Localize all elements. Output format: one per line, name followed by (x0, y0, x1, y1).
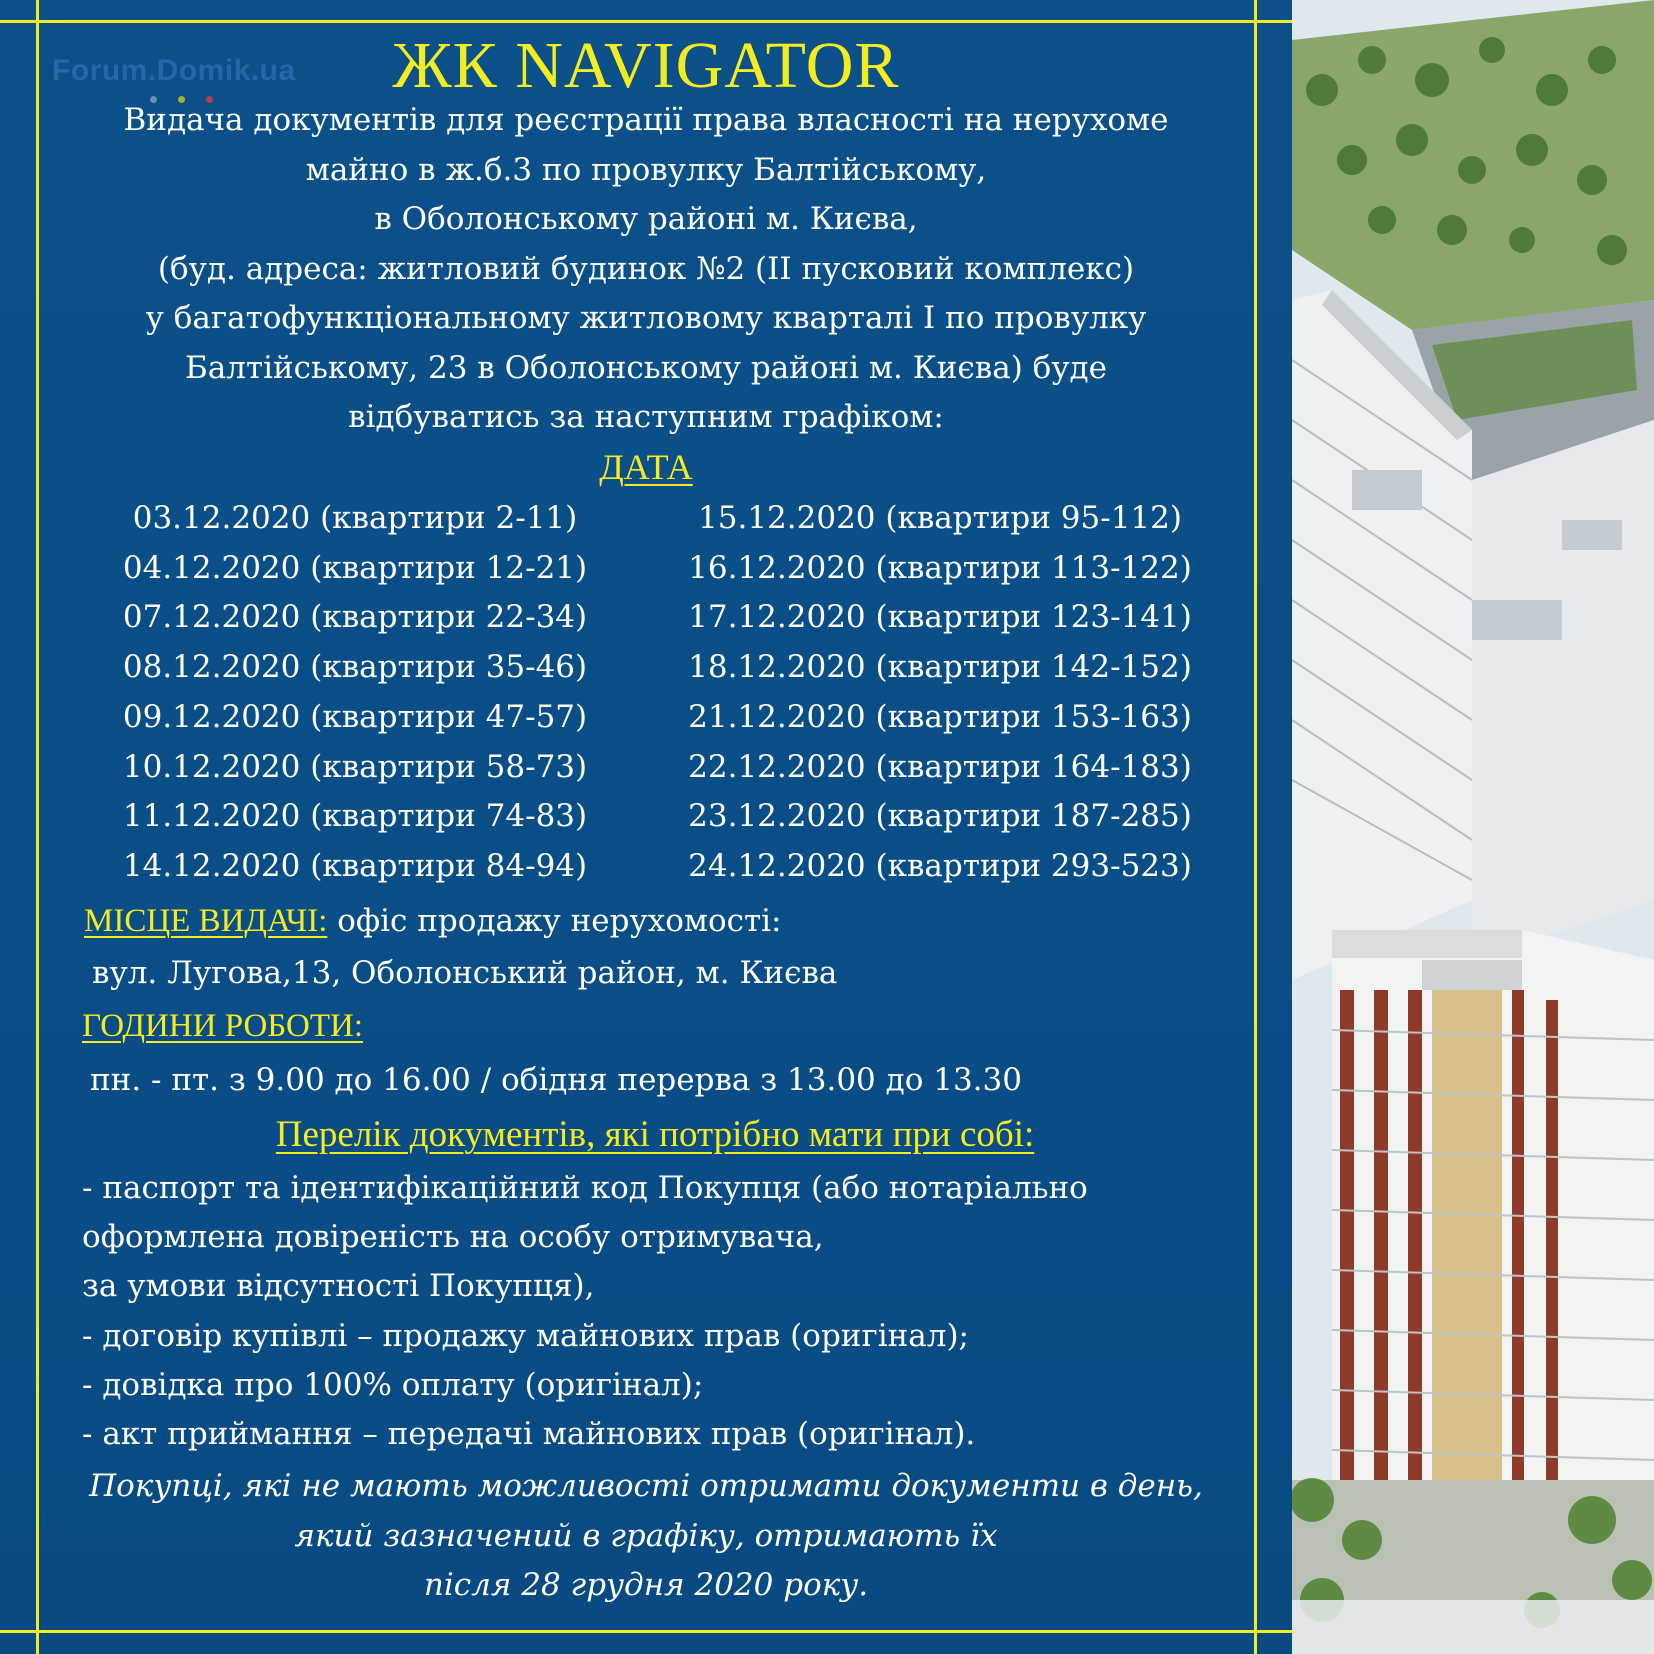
note-line: Покупці, які не мають можливості отримати документи в день, (89, 1468, 1203, 1504)
documents-list (82, 1164, 1088, 1459)
place-text: офіс продажу нерухомості: (327, 903, 782, 939)
schedule-row: 24.12.2020 (квартири 293-523) (688, 847, 1192, 884)
schedule-row: 04.12.2020 (квартири 12-21) (122, 549, 588, 586)
schedule-row: 11.12.2020 (квартири 74-83) (122, 798, 588, 835)
schedule-row: 07.12.2020 (квартири 22-34) (122, 599, 588, 636)
schedule-row: 21.12.2020 (квартири 153-163) (688, 698, 1192, 735)
document-item: - акт приймання – передачі майнових прав (оригінал). (82, 1416, 976, 1453)
schedule-row: 17.12.2020 (квартири 123-141) (688, 599, 1192, 636)
intro-line: Видача документів для реєстрації права власності на нерухоме (123, 102, 1169, 138)
place-line (84, 903, 782, 940)
frame-line-left (36, 0, 39, 1654)
document-item: - договір купівлі – продажу майнових прав (оригінал); (82, 1317, 969, 1354)
schedule-row: 03.12.2020 (квартири 2-11) (132, 500, 578, 536)
intro-line: відбуватись за наступним графіком: (348, 399, 944, 435)
intro-line: Балтійському, 23 в Оболонському районі м. Києва) буде (184, 349, 1107, 386)
frame-line-right (1254, 0, 1257, 1654)
hours-label: ГОДИНИ РОБОТИ: (82, 1008, 363, 1044)
schedule-row: 08.12.2020 (квартири 35-46) (122, 649, 588, 686)
watermark-logo: Forum.Domik.ua (52, 54, 296, 87)
documents-heading: Перелік документів, які потрібно мати при собі: (275, 1114, 1035, 1155)
document-item: за умови відсутності Покупця), (82, 1268, 595, 1305)
date-heading-label: ДАТА (599, 447, 693, 487)
building-photo (1292, 0, 1654, 1654)
schedule-row: 23.12.2020 (квартири 187-285) (688, 798, 1192, 835)
footer-note (40, 1462, 1252, 1611)
schedule-row: 15.12.2020 (квартири 95-112) (698, 500, 1182, 536)
schedule-row: 10.12.2020 (квартири 58-73) (122, 748, 588, 785)
intro-line: в Оболонському районі м. Києва, (374, 201, 918, 237)
frame-line-bottom (0, 1630, 1292, 1633)
intro-line: у багатофункціональному житловому кварталі І по провулку (145, 300, 1147, 336)
note-line: після 28 грудня 2020 року. (423, 1567, 869, 1603)
date-heading (0, 446, 1292, 488)
place-label: МІСЦЕ ВИДАЧІ: (84, 903, 328, 939)
intro-line: майно в ж.б.3 по провулку Балтійському, (305, 151, 987, 188)
schedule-row: 16.12.2020 (квартири 113-122) (688, 549, 1192, 586)
page-title: ЖК NAVIGATOR (392, 29, 900, 102)
schedule-left-column (80, 494, 630, 892)
intro-line: (буд. адреса: житловий будинок №2 (ІІ пусковий комплекс) (157, 250, 1135, 287)
place-address: вул. Лугова,13, Оболонський район, м. Києва (92, 955, 838, 991)
document-item: - довідка про 100% оплату (оригінал); (82, 1366, 704, 1403)
schedule-row: 22.12.2020 (квартири 164-183) (688, 748, 1192, 785)
document-item: - паспорт та ідентифікаційний код Покупця (або нотаріально (82, 1170, 1088, 1206)
schedule-row: 14.12.2020 (квартири 84-94) (122, 847, 588, 884)
building-illustration (1292, 0, 1654, 1654)
intro-text (50, 96, 1242, 443)
frame-line-top (0, 20, 1292, 23)
hours-heading (82, 1008, 363, 1045)
schedule-row: 18.12.2020 (квартири 142-152) (688, 649, 1192, 686)
schedule-right-column (650, 494, 1230, 892)
document-item: оформлена довіреність на особу отримувача, (82, 1219, 824, 1256)
schedule-row: 09.12.2020 (квартири 47-57) (122, 698, 588, 735)
hours-text: пн. - пт. з 9.00 до 16.00 / обідня перерва з 13.00 до 13.30 (90, 1062, 1022, 1098)
note-line: який зазначений в графіку, отримають їх (294, 1517, 998, 1554)
